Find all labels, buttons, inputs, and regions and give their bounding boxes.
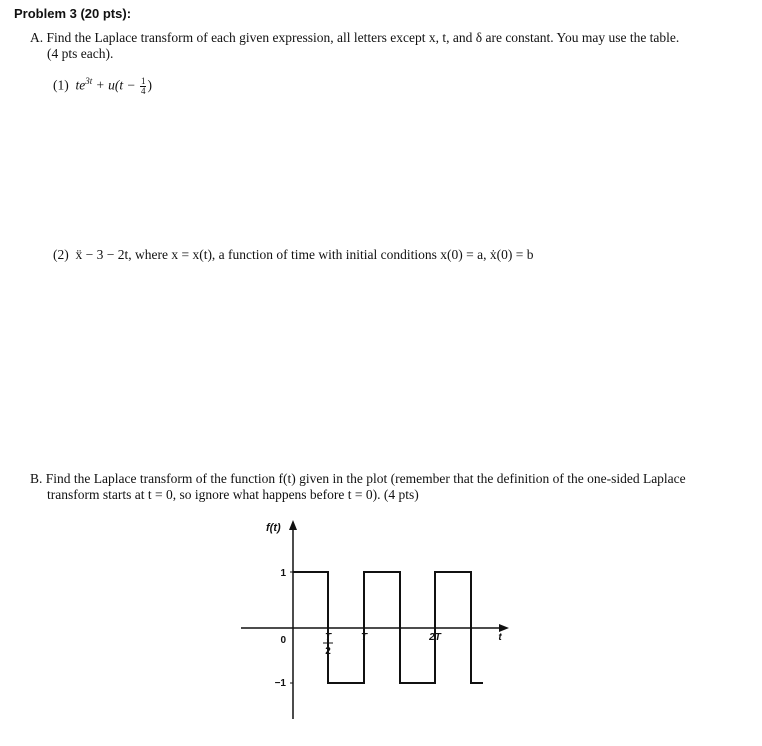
fraction-numerator: 1 bbox=[140, 75, 146, 86]
question-1-fraction bbox=[140, 77, 147, 96]
question-1-exponent: 3t bbox=[85, 76, 93, 86]
question-1 bbox=[53, 76, 152, 96]
x-axis bbox=[241, 624, 509, 632]
x-axis-label: t bbox=[498, 632, 502, 643]
question-2-label: (2) bbox=[53, 247, 69, 262]
y-axis-arrow-icon bbox=[289, 520, 297, 530]
question-1-label: (1) bbox=[53, 77, 69, 93]
question-1-expr-a: te bbox=[75, 77, 86, 93]
question-2 bbox=[53, 247, 533, 263]
part-a-prompt-line1: A. Find the Laplace transform of each given expression, all letters except x, t, and δ are constant. You may use the table. bbox=[30, 30, 680, 45]
y-axis-label: f(t) bbox=[266, 522, 281, 534]
square-wave-plot bbox=[236, 515, 516, 725]
x-tick-label-half-den: 2 bbox=[325, 646, 331, 657]
y-tick-label-0: 0 bbox=[280, 635, 286, 646]
part-b-prompt-line1: B. Find the Laplace transform of the function f(t) given in the plot (remember that the definition of the one-sided Laplace bbox=[30, 471, 686, 486]
problem-title: Problem 3 (20 pts): bbox=[14, 6, 132, 21]
part-b-prompt-line2: transform starts at t = 0, so ignore what happens before t = 0). (4 pts) bbox=[47, 487, 419, 502]
question-1-expr-c: ) bbox=[147, 77, 152, 93]
question-1-expr-b: + u(t − bbox=[92, 77, 139, 93]
fraction-denominator: 4 bbox=[140, 85, 146, 96]
part-a-prompt-line2: (4 pts each). bbox=[47, 46, 114, 61]
x-tick-label-half-num: T bbox=[324, 632, 332, 643]
question-2-text: ẍ − 3 − 2t, where x = x(t), a function of time with initial conditions x(0) = a, ẋ(0) = b bbox=[75, 247, 534, 262]
x-tick-label-T: T bbox=[360, 632, 368, 643]
x-tick-label-2T: 2T bbox=[429, 632, 441, 643]
y-tick-label-neg1: −1 bbox=[274, 678, 286, 689]
y-axis bbox=[289, 520, 297, 719]
x-axis-arrow-icon bbox=[499, 624, 509, 632]
y-tick-label-1: 1 bbox=[280, 568, 286, 579]
